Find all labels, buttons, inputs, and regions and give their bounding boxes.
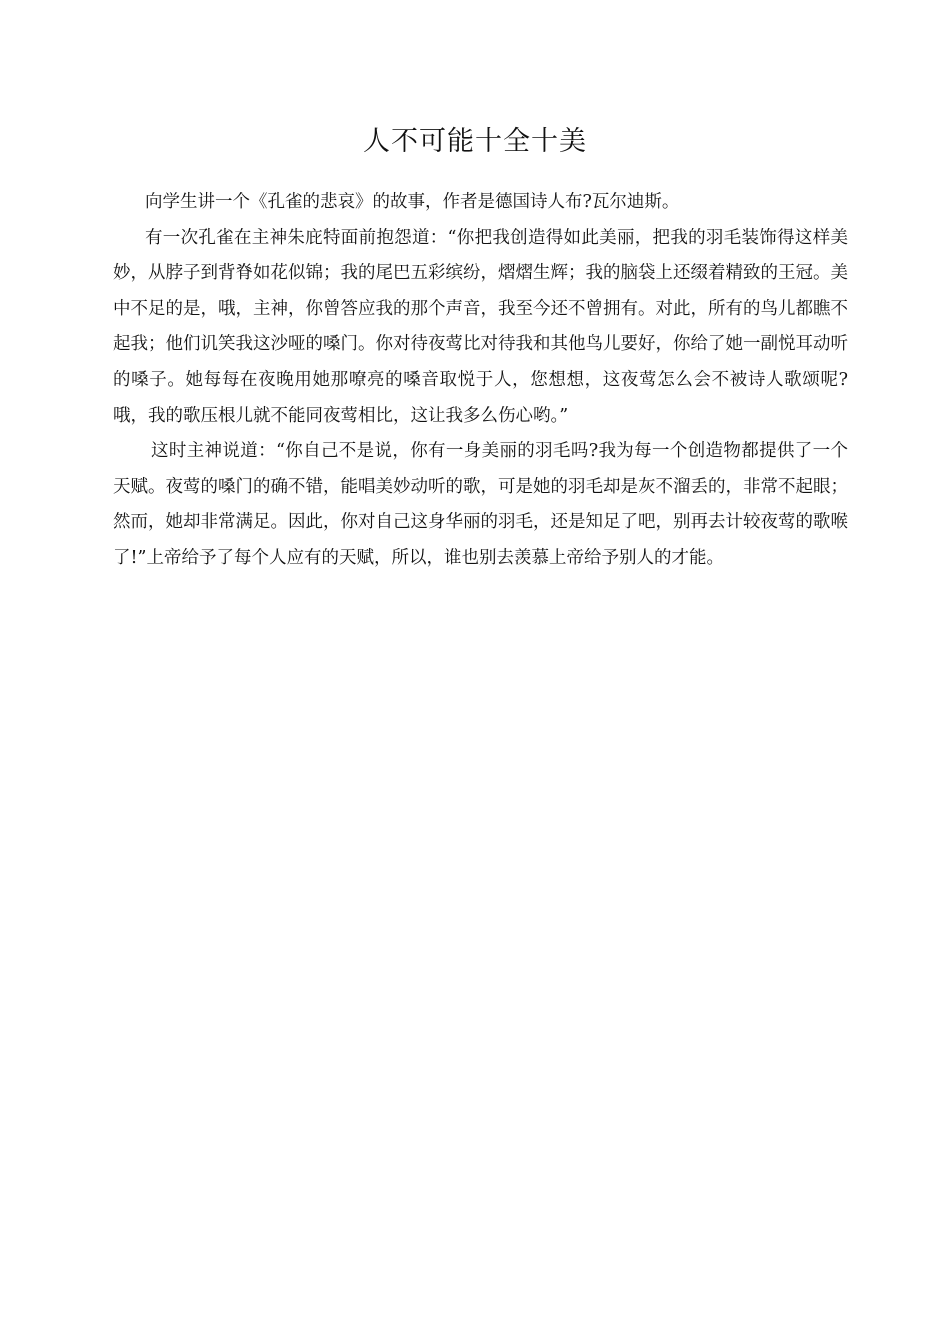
paragraph-peacock-complaint: 有一次孔雀在主神朱庇特面前抱怨道：“你把我创造得如此美丽，把我的羽毛装饰得这样美妙，从脖子到背脊如花似锦；我的尾巴五彩缤纷，熠熠生辉；我的脑袋上还缀着精致的王冠。美中不足的是，哦，主神，你曾答应我的那个声音，我至今还不曾拥有。对此，所有的鸟儿都瞧不起我；他们讥笑我这沙哑的嗓门。你对待夜莺比对待我和其他鸟儿要好，你给了她一副悦耳动听的嗓子。她每每在夜晚用她那嘹亮的嗓音取悦于人，您想想，这夜莺怎么会不被诗人歌颂呢?哦，我的歌压根儿就不能同夜莺相比，这让我多么伤心哟。” <box>113 227 848 426</box>
document-body <box>113 185 848 577</box>
paragraph-intro: 向学生讲一个《孔雀的悲哀》的故事，作者是德国诗人布?瓦尔迪斯。 <box>145 192 680 212</box>
document-title: 人不可能十全十美 <box>363 126 587 157</box>
paragraph-god-reply: 这时主神说道：“你自己不是说，你有一身美丽的羽毛吗?我为每一个创造物都提供了一个天赋。夜莺的嗓门的确不错，能唱美妙动听的歌，可是她的羽毛却是灰不溜丢的，非常不起眼；然而，她却非常满足。因此，你对自己这身华丽的羽毛，还是知足了吧，别再去计较夜莺的歌喉了!”上帝给予了每个人应有的天赋，所以，谁也别去羡慕上帝给予别人的才能。 <box>113 441 848 568</box>
